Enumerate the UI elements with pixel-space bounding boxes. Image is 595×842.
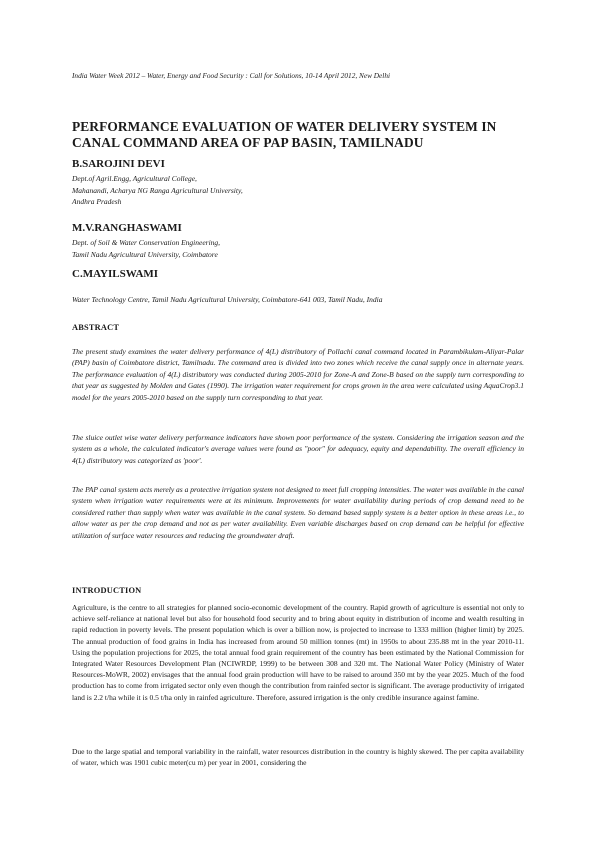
author-name-3: C.MAYILSWAMI [72, 268, 159, 280]
affiliation-line: Water Technology Centre, Tamil Nadu Agricultural University, Coimbatore-641 003, Tamil Nadu, India [72, 295, 383, 304]
affiliation-line: Mahanandi, Acharya NG Ranga Agricultural University, [72, 185, 243, 195]
affiliation-line: Tamil Nadu Agricultural University, Coimbatore [72, 249, 218, 259]
author-name-2: M.V.RANGHASWAMI [72, 222, 182, 234]
affiliation-line: Dept. of Soil & Water Conservation Engineering, [72, 238, 221, 247]
abstract-heading: ABSTRACT [72, 323, 120, 332]
affiliation-line: Andhra Pradesh [72, 197, 122, 206]
author-affiliation-1 [72, 173, 524, 208]
abstract-paragraph-2: The sluice outlet wise water delivery performance indicators have shown poor performance of the system. Considering the irrigation season and the system as a whole, the calculated indicator's average values were found as "poor" for adequacy, equity and dependability. The overall efficiency in 4(L) distributory was categorized as 'poor'. [72, 433, 524, 465]
introduction-heading: INTRODUCTION [72, 586, 142, 595]
introduction-paragraph-1: Agriculture, is the centre to all strategies for planned socio-economic development of the country. Rapid growth of agriculture is essential not only to achieve self-reliance at national level but also for household food security and to bring about equity in distribution of income and wealth resulting in rapid reduction in poverty levels. The present population which is over a billion now, is projected to increase to 1333 million (higher limit) by 2025. The annual production of food grains in India has increased from around 50 million tonnes (mt) in 1950s to about 235.88 mt in the year 2010-11. Using the population projections for 2025, the total annual food grain requirement of the country has been estimated by the National Commission for Integrated Water Resources Development Plan (NCIWRDP, 1999) to be between 308 and 320 mt. The National Water Policy (Ministry of Water Resources-MoWR, 2002) envisages that the annual food grain production will have to be raised to around 350 mt by the year 2025. Much of the food production has to come from irrigated sector only even though the contribution from rainfed sector is significant. The average productivity of irrigated land is 2.2 t/ha while it is 0.5 t/ha only in rainfed agriculture. Therefore, assured irrigation is the only credible insurance against famine. [72, 603, 524, 702]
conference-header: India Water Week 2012 – Water, Energy and Food Security : Call for Solutions, 10-14 April 2012, New Delhi [72, 71, 390, 80]
affiliation-line: Dept.of Agril.Engg, Agricultural College, [72, 174, 197, 183]
paper-title: PERFORMANCE EVALUATION OF WATER DELIVERY SYSTEM IN CANAL COMMAND AREA OF PAP BASIN, TAMILNADU [72, 119, 497, 150]
author-affiliation-2 [72, 237, 524, 260]
author-name-1: B.SAROJINI DEVI [72, 158, 165, 170]
author-affiliation-3 [72, 294, 524, 306]
introduction-paragraph-2: Due to the large spatial and temporal variability in the rainfall, water resources distribution in the country is highly skewed. The per capita availability of water, which was 1901 cubic meter(cu m) per year in 2001, considering the [72, 747, 524, 768]
abstract-paragraph-3: The PAP canal system acts merely as a protective irrigation system not designed to meet full cropping intensities. The water was available in the canal system when irrigation water requirements were at its minimum. Improvements for water availability during periods of crop demand need to be considered rather than supply when water was available in the canal system. So demand based supply system is a better option in these areas i.e., to allow water as per the crop demand and not as per water availability. Even variable discharges based on crop demand can be helpful for effective utilization of surface water resources and reducing the groundwater draft. [72, 485, 524, 540]
abstract-paragraph-1: The present study examines the water delivery performance of 4(L) distributory of Pollachi canal command located in Parambikulam-Aliyar-Palar (PAP) basin of Coimbatore district, Tamilnadu. The command area is divided into two zones which receive the canal supply once in alternate years. The performance evaluation of 4(L) distributory was conducted during 2005-2010 for Zone-A and Zone-B based on the supply turn corresponding to that year as suggested by Molden and Gates (1990). The irrigation water requirement for crops grown in the area were calculated using AquaCrop3.1 model for the years 2005-2010 based on the supply turn corresponding to that year. [72, 347, 524, 402]
